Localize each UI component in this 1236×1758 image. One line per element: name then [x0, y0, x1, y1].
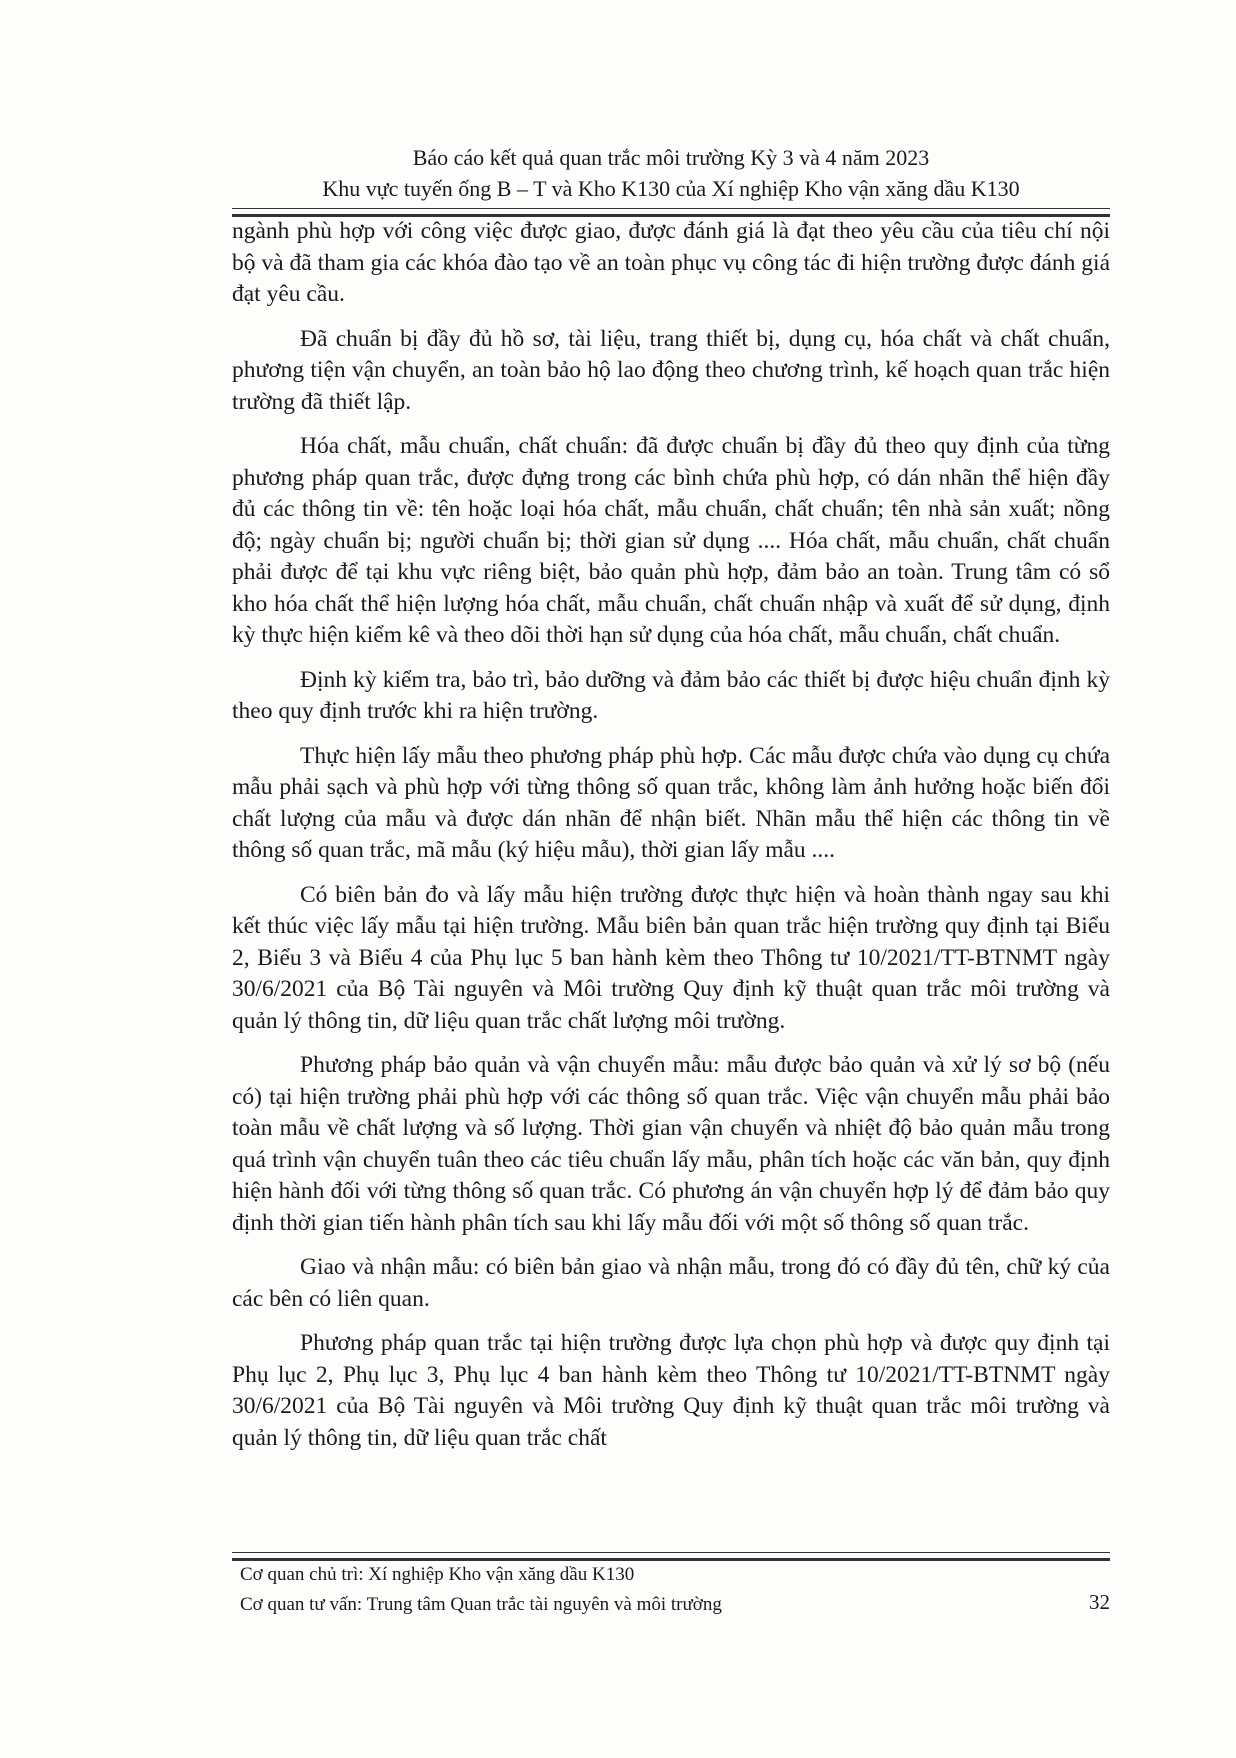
paragraph: Hóa chất, mẫu chuẩn, chất chuẩn: đã được chuẩn bị đầy đủ theo quy định của từng phương pháp quan trắc, được đựng trong các bình chứa phù hợp, có dán nhãn thể hiện đầy đủ các thông tin về: tên hoặc loại hóa chất, mẫu chuẩn, chất chuẩn; tên nhà sản xuất; nồng độ; ngày chuẩn bị; người chuẩn bị; thời gian sử dụng .... Hóa chất, mẫu chuẩn, chất chuẩn phải được để tại khu vực riêng biệt, bảo quản phù hợp, đảm bảo an toàn. Trung tâm có sổ kho hóa chất thể hiện lượng hóa chất, mẫu chuẩn, chất chuẩn nhập và xuất để sử dụng, định kỳ thực hiện kiểm kê và theo dõi thời hạn sử dụng của hóa chất, mẫu chuẩn, chất chuẩn.: [232, 433, 1110, 648]
paragraph: Phương pháp quan trắc tại hiện trường được lựa chọn phù hợp và được quy định tại Phụ lục 2, Phụ lục 3, Phụ lục 4 ban hành kèm theo Thông tư 10/2021/TT-BTNMT ngày 30/6/2021 của Bộ Tài nguyên và Môi trường Quy định kỹ thuật quan trắc môi trường và quản lý thông tin, dữ liệu quan trắc chất: [232, 1330, 1110, 1451]
page-number: 32: [1089, 1590, 1110, 1614]
paragraph: Đã chuẩn bị đầy đủ hồ sơ, tài liệu, trang thiết bị, dụng cụ, hóa chất và chất chuẩn, phương tiện vận chuyển, an toàn bảo hộ lao động theo chương trình, kế hoạch quan trắc hiện trường đã thiết lập.: [232, 325, 1110, 415]
footer-host: Cơ quan chủ trì: Xí nghiệp Kho vận xăng dầu K130: [240, 1564, 635, 1585]
paragraph: Định kỳ kiểm tra, bảo trì, bảo dưỡng và đảm bảo các thiết bị được hiệu chuẩn định kỳ theo quy định trước khi ra hiện trường.: [232, 666, 1110, 724]
paragraph: Giao và nhận mẫu: có biên bản giao và nhận mẫu, trong đó có đầy đủ tên, chữ ký của các bên có liên quan.: [232, 1254, 1110, 1312]
header-title: Báo cáo kết quả quan trắc môi trường Kỳ 3 và 4 năm 2023: [412, 145, 930, 170]
paragraph: Có biên bản đo và lấy mẫu hiện trường được thực hiện và hoàn thành ngay sau khi kết thúc việc lấy mẫu tại hiện trường. Mẫu biên bản quan trắc hiện trường quy định tại Biểu 2, Biểu 3 và Biểu 4 của Phụ lục 5 ban hành kèm theo Thông tư 10/2021/TT-BTNMT ngày 30/6/2021 của Bộ Tài nguyên và Môi trường Quy định kỹ thuật quan trắc môi trường và quản lý thông tin, dữ liệu quan trắc chất lượng môi trường.: [232, 881, 1110, 1034]
running-header: [232, 142, 1110, 204]
header-subtitle: Khu vực tuyến ống B – T và Kho K130 của Xí nghiệp Kho vận xăng dầu K130: [322, 176, 1020, 201]
paragraph: Thực hiện lấy mẫu theo phương pháp phù hợp. Các mẫu được chứa vào dụng cụ chứa mẫu phải sạch và phù hợp với từng thông số quan trắc, không làm ảnh hưởng hoặc biến đổi chất lượng của mẫu và được dán nhãn để nhận biết. Nhãn mẫu thể hiện các thông tin về thông số quan trắc, mã mẫu (ký hiệu mẫu), thời gian lấy mẫu ....: [232, 742, 1110, 863]
paragraph-continued: ngành phù hợp với công việc được giao, được đánh giá là đạt theo yêu cầu của tiêu chí nội bộ và đã tham gia các khóa đào tạo về an toàn phục vụ công tác đi hiện trường được đánh giá đạt yêu cầu.: [232, 218, 1110, 307]
body-text: [232, 216, 1110, 1467]
running-footer: [240, 1560, 1110, 1620]
footer-consultant: Cơ quan tư vấn: Trung tâm Quan trắc tài nguyên và môi trường: [240, 1594, 722, 1615]
paragraph: Phương pháp bảo quản và vận chuyển mẫu: mẫu được bảo quản và xử lý sơ bộ (nếu có) tại hiện trường phải phù hợp với các thông số quan trắc. Việc vận chuyển mẫu phải bảo toàn mẫu về chất lượng và số lượng. Thời gian vận chuyển và nhiệt độ bảo quản mẫu trong quá trình vận chuyển tuân theo các tiêu chuẩn lấy mẫu, phân tích hoặc các văn bản, quy định hiện hành đối với từng thông số quan trắc. Có phương án vận chuyển hợp lý để đảm bảo quy định thời gian tiến hành phân tích sau khi lấy mẫu đối với một số thông số quan trắc.: [232, 1052, 1110, 1236]
